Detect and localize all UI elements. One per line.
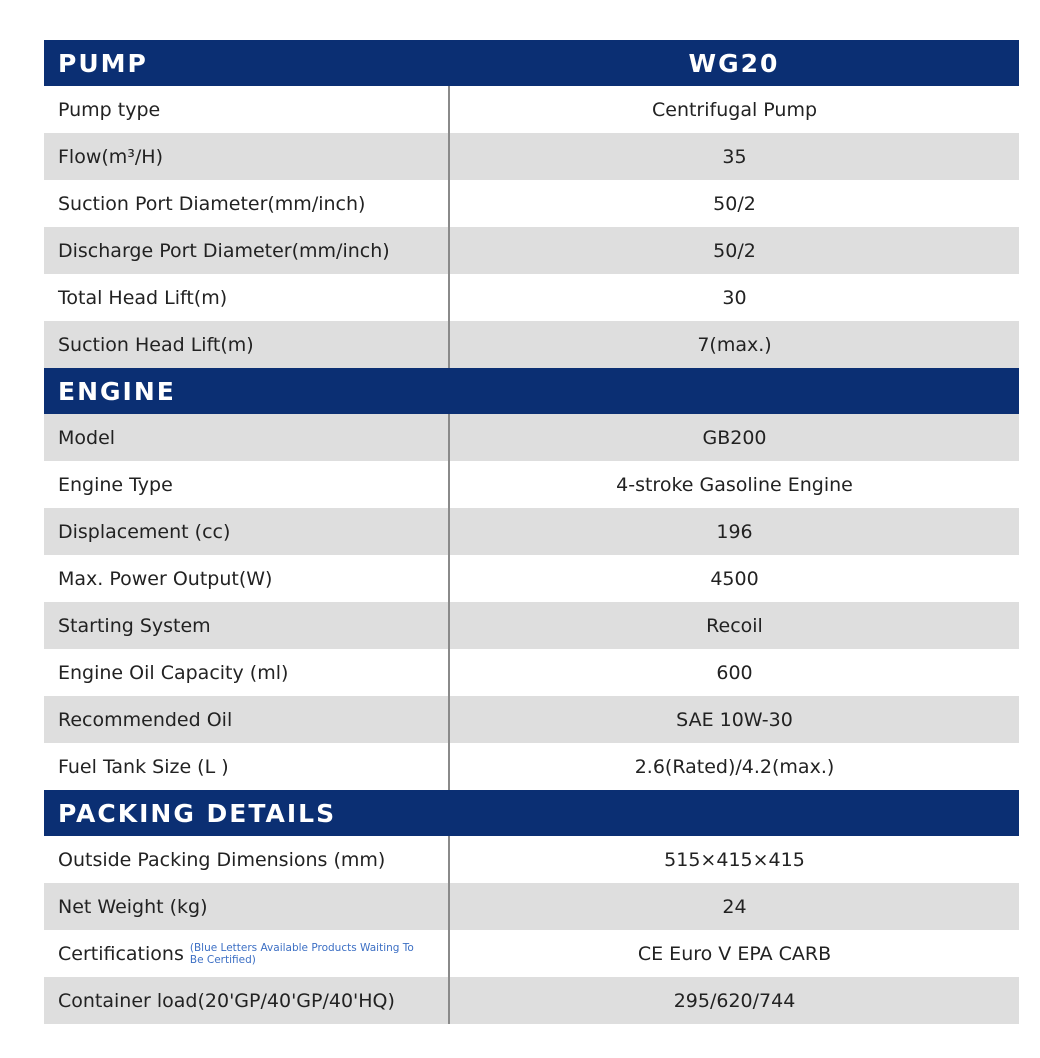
row-value: Recoil: [449, 602, 1019, 649]
row-label: Recommended Oil: [44, 696, 449, 743]
table-row: [44, 227, 1019, 274]
table-row: [44, 414, 1019, 461]
row-label: Outside Packing Dimensions (mm): [44, 836, 449, 883]
row-value: Centrifugal Pump: [651, 98, 818, 121]
row-label: Max. Power Output(W): [44, 555, 449, 602]
table-row: [44, 602, 1019, 649]
table-row: [44, 977, 1019, 1024]
row-value: 600: [716, 661, 753, 684]
table-row: [44, 836, 1019, 883]
row-value: 2.6(Rated)/4.2(max.): [634, 755, 835, 778]
table-row: [44, 321, 1019, 368]
row-value: 50/2: [713, 192, 756, 215]
row-value: 515×415×415: [664, 848, 805, 871]
table-row: [44, 555, 1019, 602]
table-row: [44, 508, 1019, 555]
row-value: 4500: [710, 567, 759, 590]
row-label: Certifications: [58, 942, 184, 965]
packing-section-title: PACKING DETAILS: [44, 790, 1019, 836]
row-value: 24: [449, 883, 1019, 930]
certification-note: (Blue Letters Available Products Waiting To Be Certified): [189, 941, 414, 966]
pump-section-header: [44, 40, 1019, 86]
row-label: Fuel Tank Size (L ): [44, 743, 449, 790]
model-header: WG20: [449, 40, 1019, 86]
packing-section-header: [44, 790, 1019, 836]
row-value: GB200: [449, 414, 1019, 461]
row-label: Starting System: [44, 602, 449, 649]
row-value: 30: [722, 286, 747, 309]
row-value: 196: [449, 508, 1019, 555]
row-value: 4-stroke Gasoline Engine: [616, 473, 853, 496]
row-value: SAE 10W-30: [449, 696, 1019, 743]
engine-section-header: [44, 368, 1019, 414]
row-label: Flow(m³/H): [44, 133, 449, 180]
table-row: [44, 133, 1019, 180]
row-value: 7(max.): [449, 321, 1019, 368]
row-label: Container load(20'GP/40'GP/40'HQ): [44, 977, 449, 1024]
table-row: [44, 86, 1019, 133]
row-label: Total Head Lift(m): [44, 274, 449, 321]
engine-section-title: ENGINE: [44, 368, 1019, 414]
table-row: [44, 930, 1019, 977]
row-label: Engine Type: [44, 461, 449, 508]
row-value: 295/620/744: [449, 977, 1019, 1024]
table-row: [44, 696, 1019, 743]
table-row: [44, 743, 1019, 790]
table-row: [44, 649, 1019, 696]
row-label: Suction Head Lift(m): [44, 321, 449, 368]
spec-table: [44, 40, 1019, 1024]
row-label: Suction Port Diameter(mm/inch): [44, 180, 449, 227]
row-value: 35: [449, 133, 1019, 180]
row-label: Pump type: [44, 86, 449, 133]
certifications-label-cell: [44, 930, 449, 977]
row-label: Net Weight (kg): [44, 883, 449, 930]
row-value: CE Euro V EPA CARB: [637, 942, 832, 965]
row-value: 50/2: [449, 227, 1019, 274]
table-row: [44, 883, 1019, 930]
pump-section-title: PUMP: [44, 40, 449, 86]
table-row: [44, 274, 1019, 321]
row-label: Discharge Port Diameter(mm/inch): [44, 227, 449, 274]
table-row: [44, 461, 1019, 508]
row-label: Displacement (cc): [44, 508, 449, 555]
table-row: [44, 180, 1019, 227]
row-label: Engine Oil Capacity (ml): [44, 649, 449, 696]
row-label: Model: [44, 414, 449, 461]
